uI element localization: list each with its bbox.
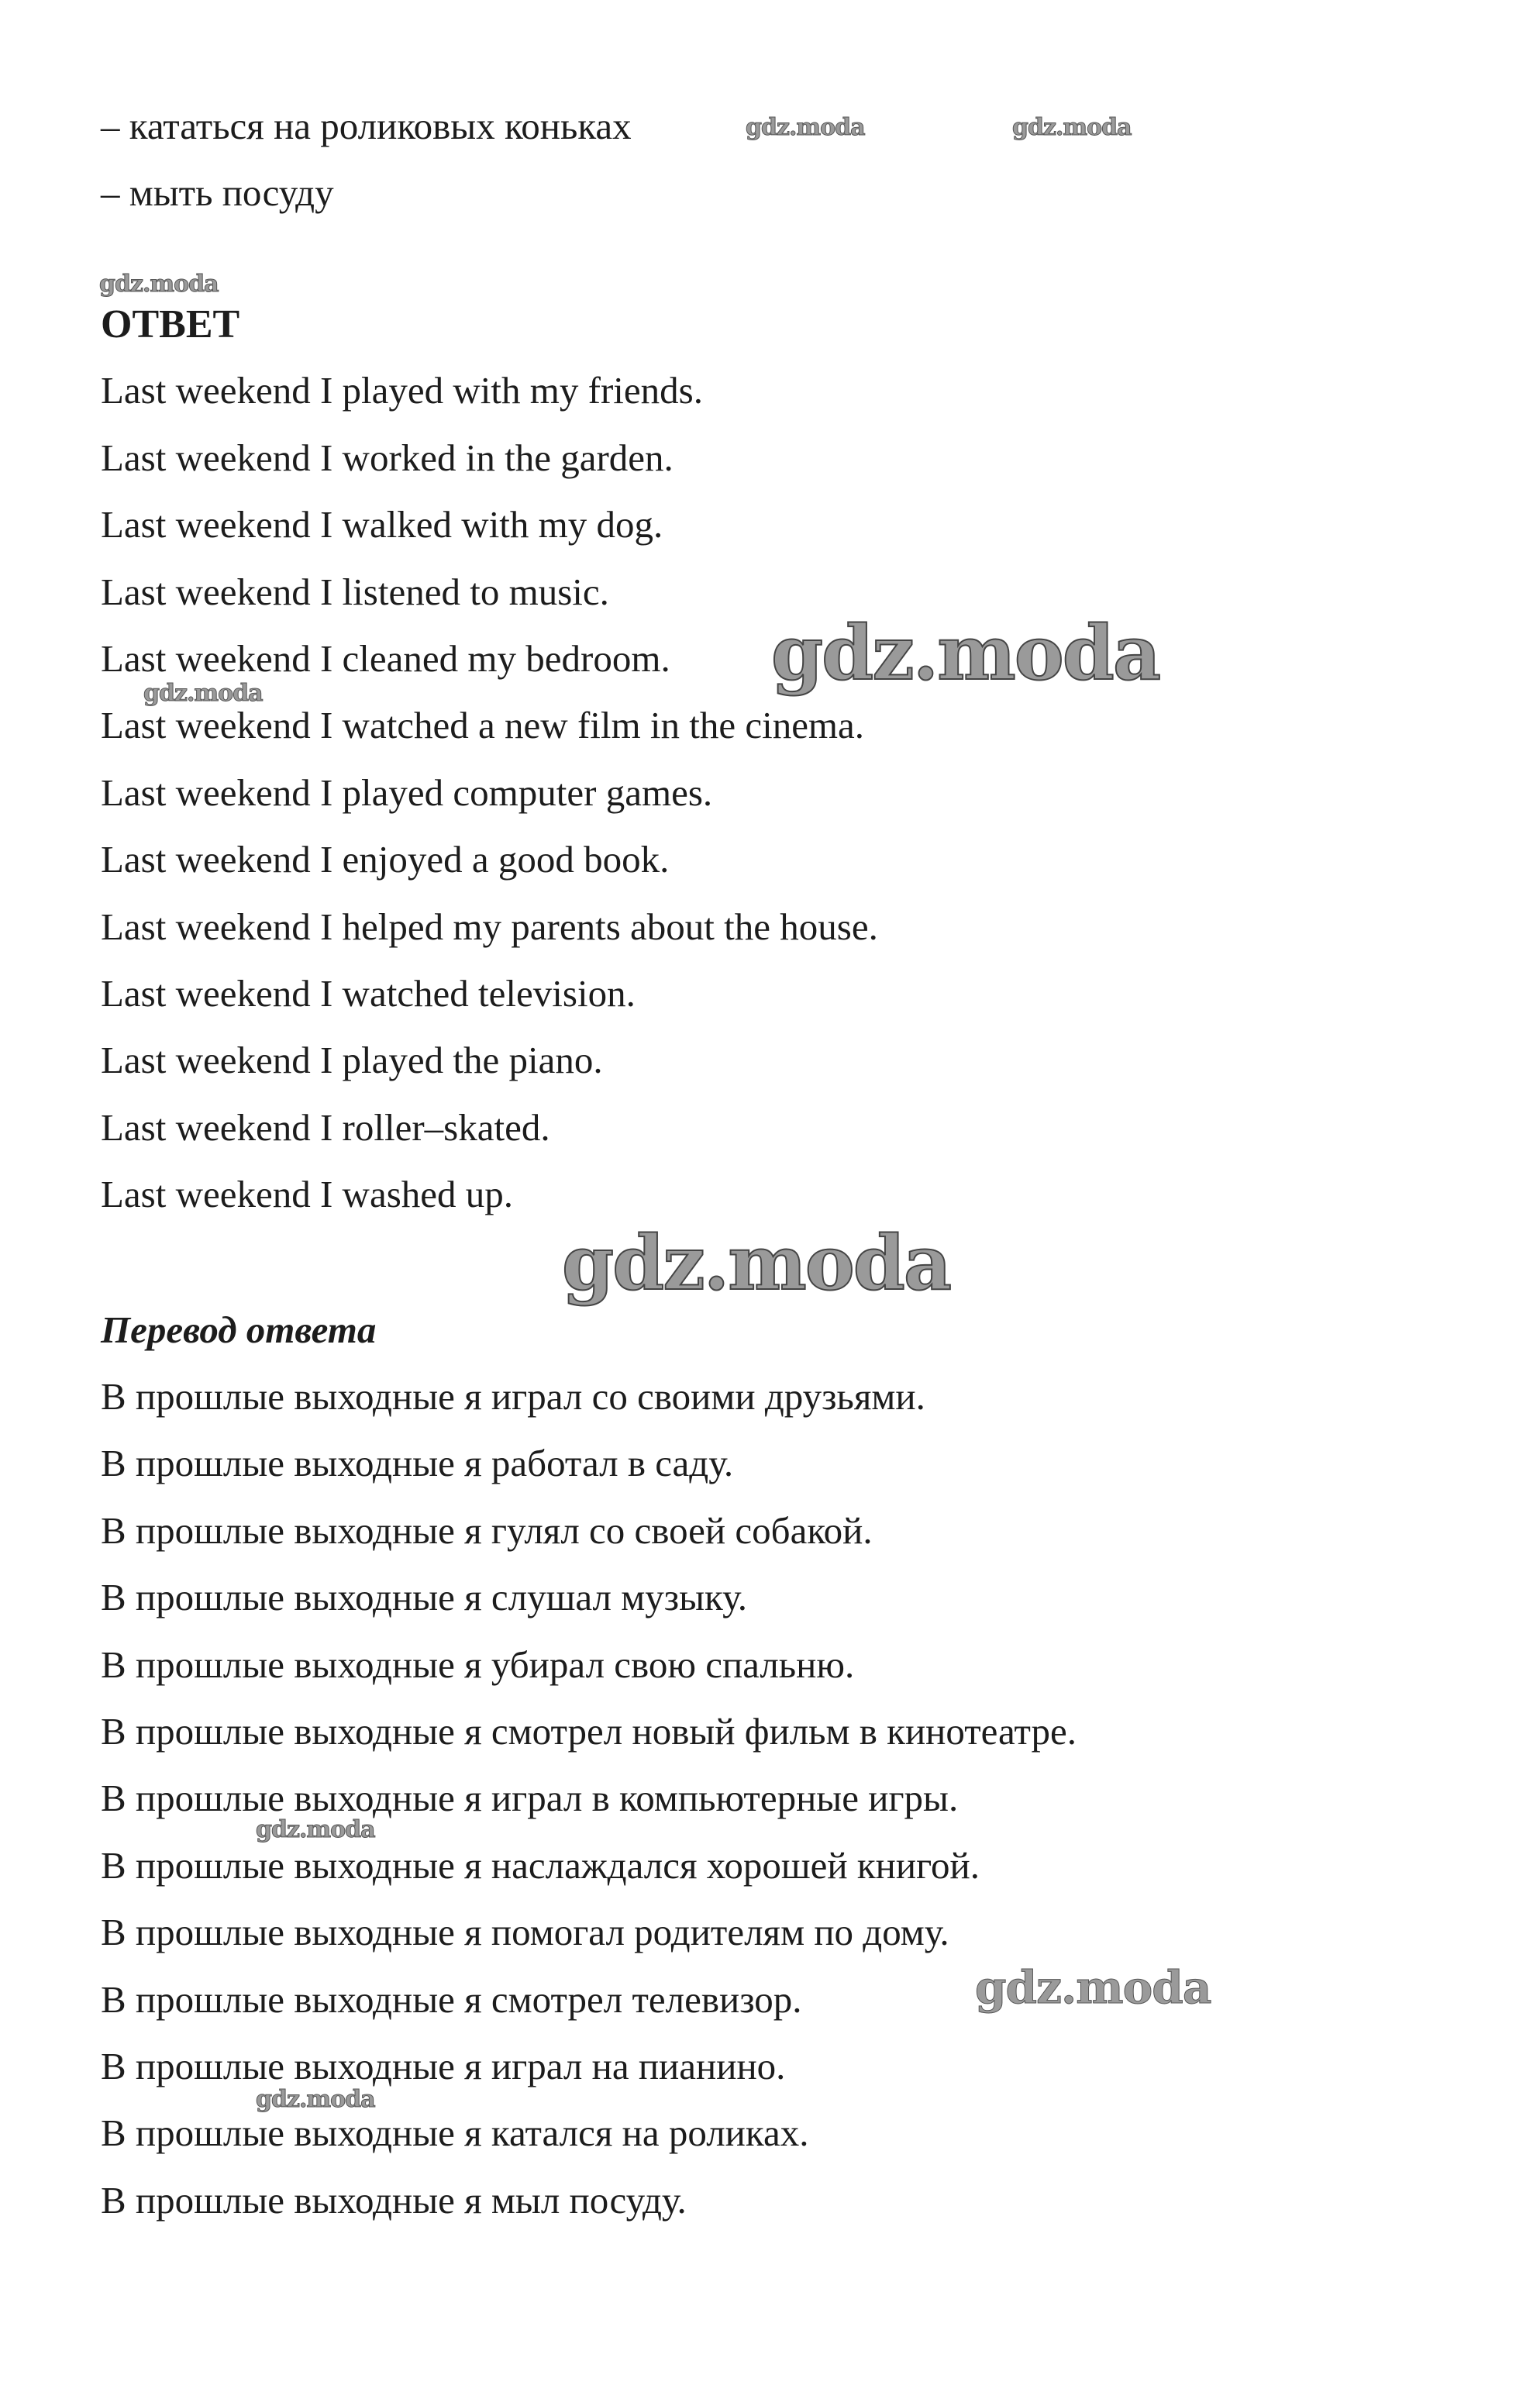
answer-line: Last weekend I watched a new film in the cinema. [101, 704, 865, 746]
answer-heading: ОТВЕТ [101, 302, 240, 346]
answer-line: Last weekend I worked in the garden. [101, 436, 674, 479]
translation-line: В прошлые выходные я смотрел телевизор. [101, 1978, 802, 2021]
answer-line: Last weekend I cleaned my bedroom. [101, 637, 670, 680]
answer-line: Last weekend I played computer games. [101, 771, 713, 814]
translation-line: В прошлые выходные я мыл посуду. [101, 2179, 687, 2222]
watermark: gdz.moda [143, 680, 263, 707]
watermark: gdz.moda [746, 114, 865, 141]
answer-line: Last weekend I played the piano. [101, 1039, 603, 1081]
answer-line: Last weekend I walked with my dog. [101, 503, 663, 546]
watermark: gdz.moda [562, 1219, 951, 1307]
translation-line: В прошлые выходные я играл на пианино. [101, 2045, 786, 2087]
translation-line: В прошлые выходные я помогал родителям по дому. [101, 1911, 949, 1953]
watermark: gdz.moda [975, 1961, 1211, 2014]
answer-line: Last weekend I enjoyed a good book. [101, 838, 670, 881]
watermark: gdz.moda [256, 1816, 375, 1843]
translation-line: В прошлые выходные я наслаждался хорошей книгой. [101, 1844, 980, 1887]
translation-line: В прошлые выходные я играл со своими друзьями. [101, 1375, 925, 1418]
watermark: gdz.moda [256, 2086, 375, 2113]
answer-line: Last weekend I roller–skated. [101, 1106, 550, 1149]
answer-line: Last weekend I watched television. [101, 972, 636, 1015]
translation-line: В прошлые выходные я гулял со своей собакой. [101, 1509, 873, 1552]
translation-line: В прошлые выходные я смотрел новый фильм в кинотеатре. [101, 1710, 1077, 1753]
translation-line: В прошлые выходные я слушал музыку. [101, 1576, 747, 1618]
translation-line: В прошлые выходные я работал в саду. [101, 1442, 734, 1484]
intro-line-2: – мыть посуду [101, 171, 334, 214]
answer-line: Last weekend I helped my parents about the house. [101, 905, 878, 948]
translation-line: В прошлые выходные я катался на роликах. [101, 2111, 809, 2154]
answer-line: Last weekend I played with my friends. [101, 369, 703, 412]
watermark: gdz.moda [99, 271, 219, 298]
translation-line: В прошлые выходные я играл в компьютерные игры. [101, 1777, 959, 1819]
intro-line-1: – кататься на роликовых коньках [101, 105, 632, 147]
answer-line: Last weekend I listened to music. [101, 571, 609, 613]
translation-heading: Перевод ответа [101, 1308, 377, 1351]
watermark: gdz.moda [1012, 114, 1132, 141]
watermark: gdz.moda [771, 609, 1160, 697]
translation-line: В прошлые выходные я убирал свою спальню. [101, 1643, 855, 1686]
answer-line: Last weekend I washed up. [101, 1173, 514, 1215]
